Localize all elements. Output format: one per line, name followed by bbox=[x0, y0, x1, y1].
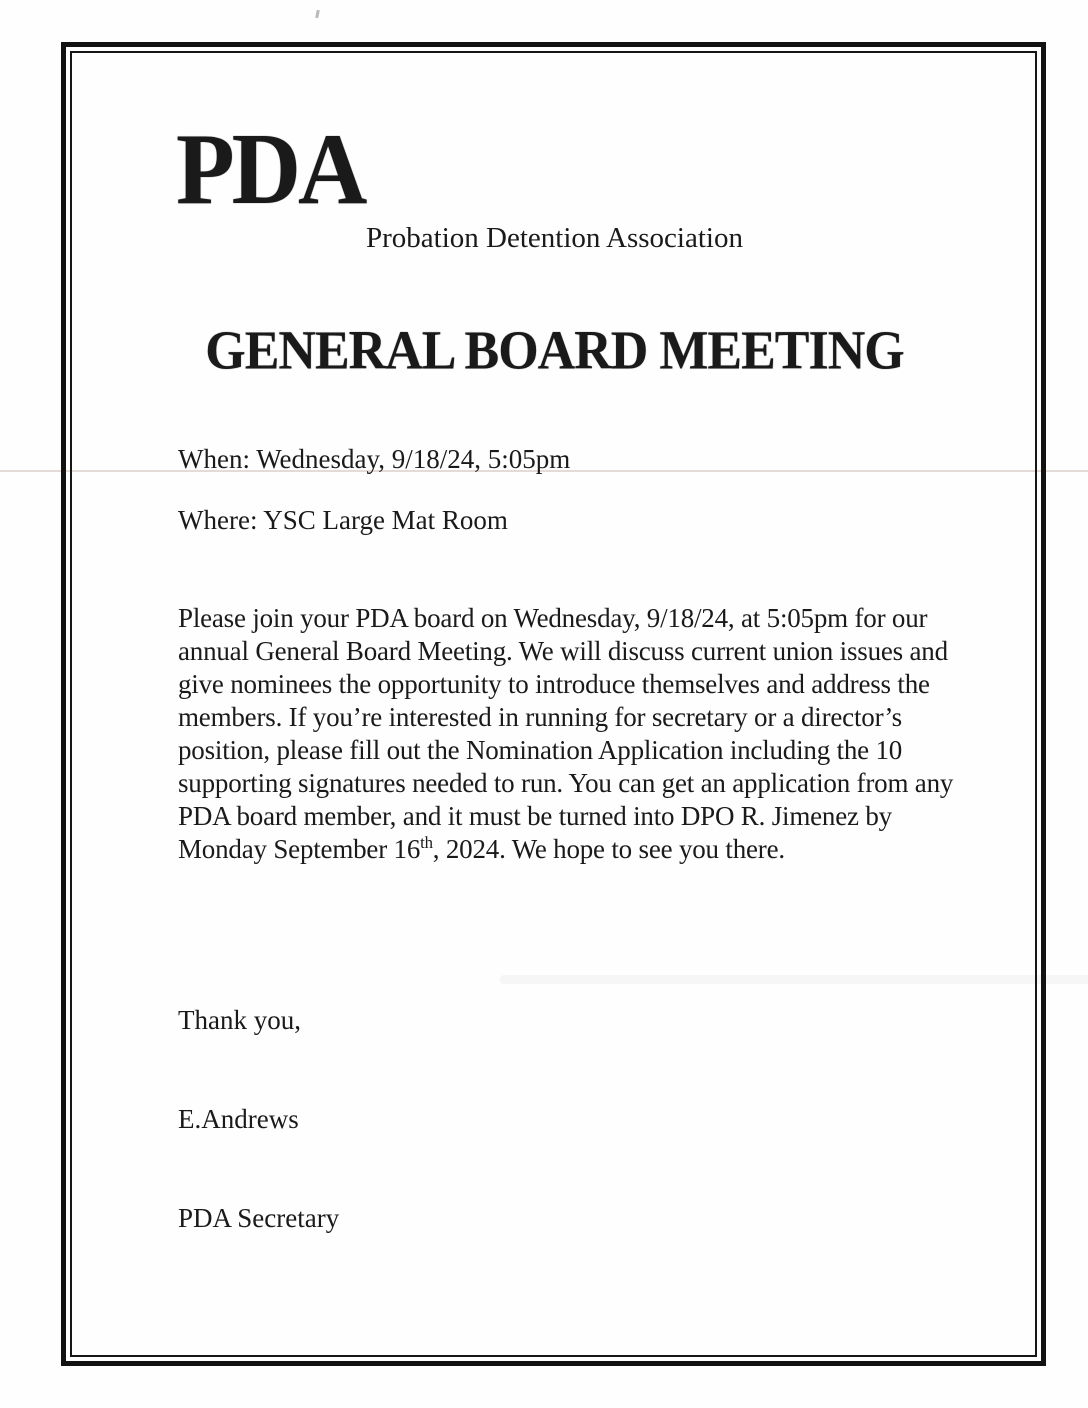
body-paragraph bbox=[178, 602, 978, 866]
closing-signature-title: PDA Secretary bbox=[178, 1203, 340, 1233]
closing-block bbox=[178, 938, 339, 1301]
closing-signature-name: E.Andrews bbox=[178, 1104, 299, 1134]
organization-name: Probation Detention Association bbox=[366, 222, 743, 254]
pda-logo: PDA bbox=[176, 111, 365, 226]
ordinal-superscript: th bbox=[420, 833, 433, 852]
closing-thanks: Thank you, bbox=[178, 1005, 301, 1035]
scan-artifact-speck bbox=[315, 10, 320, 18]
where-line: Where: YSC Large Mat Room bbox=[178, 505, 508, 535]
body-text-after-superscript: , 2024. We hope to see you there. bbox=[432, 834, 785, 864]
when-line: When: Wednesday, 9/18/24, 5:05pm bbox=[178, 444, 571, 474]
meeting-title: GENERAL BOARD MEETING bbox=[205, 321, 904, 381]
body-text-before-superscript: Please join your PDA board on Wednesday, 9/18/24, at 5:05pm for our annual General Board Meeting. We will discuss current union issues and give nominees the opportunity to introduce themselves and address the members. If you’re interested in running for secretary or a director’s position, please fill out the Nomination Application including the 10 supporting signatures needed to run. You can get an application from any PDA board member, and it must be turned into DPO R. Jimenez by Monday September 16 bbox=[178, 603, 960, 864]
